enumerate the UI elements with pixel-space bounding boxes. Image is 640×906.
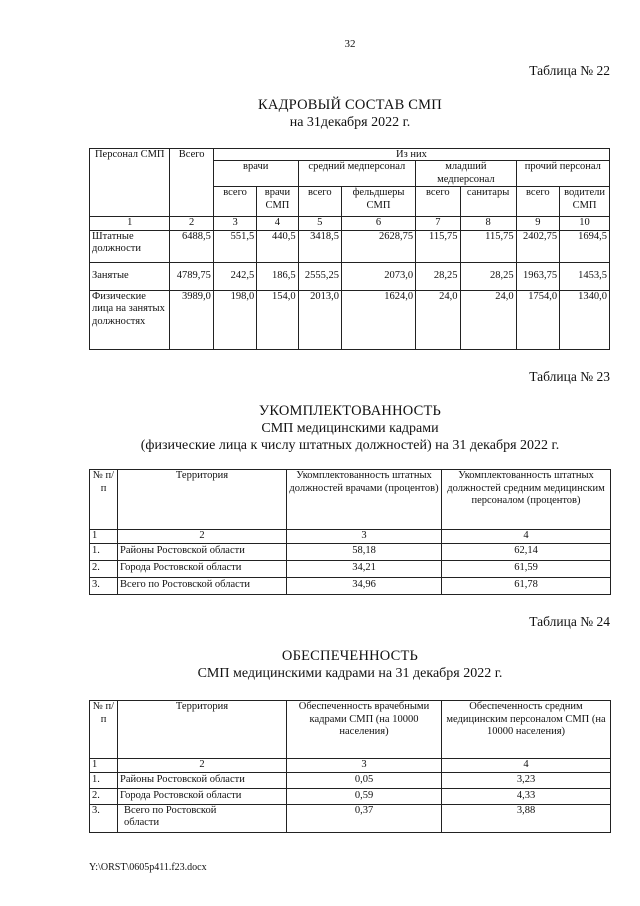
- table-22-title-line2: на 31декабря 2022 г.: [289, 115, 411, 130]
- cell-value: 62,14: [442, 543, 611, 560]
- header-doctors: врачи: [213, 161, 298, 187]
- territory-name: Районы Ростовской области: [118, 772, 287, 788]
- column-number: 3: [287, 530, 442, 544]
- cell-value: 2628,75: [341, 230, 415, 262]
- sub-header: врачи СМП: [257, 187, 298, 217]
- table-row: [90, 772, 611, 788]
- cell-value: 2073,0: [341, 262, 415, 290]
- sub-header: водители СМП: [560, 187, 610, 217]
- header-other-staff: прочий персонал: [516, 161, 609, 187]
- row-label: Физические лица на занятых должностях: [90, 290, 170, 349]
- cell-value: 3989,0: [170, 290, 213, 349]
- cell-value: 186,5: [257, 262, 298, 290]
- territory-name: Города Ростовской области: [118, 560, 287, 577]
- column-number: 8: [460, 217, 516, 231]
- column-number: 4: [442, 759, 611, 773]
- table-row: [90, 230, 610, 262]
- table-row: [90, 262, 610, 290]
- column-number: 7: [416, 217, 460, 231]
- sub-header: фельдшеры СМП: [341, 187, 415, 217]
- cell-value: 3,23: [442, 772, 611, 788]
- table-row: [90, 804, 611, 832]
- header-doctors-staffing: Укомплектованность штатных должностей врачами (процентов): [287, 470, 442, 530]
- table-row: [90, 560, 611, 577]
- column-number: 6: [341, 217, 415, 231]
- cell-value: 242,5: [213, 262, 256, 290]
- territory-name: Всего по Ростовской области: [118, 577, 287, 594]
- cell-value: 2402,75: [516, 230, 559, 262]
- cell-value: 34,96: [287, 577, 442, 594]
- table-row: [90, 543, 611, 560]
- cell-value: 24,0: [416, 290, 460, 349]
- sub-header: всего: [298, 187, 341, 217]
- table-23-title-line2: СМП медицинскими кадрами: [261, 421, 439, 436]
- header-mid-staffing: Укомплектованность штатных должностей средним медицинским персоналом (процентов): [442, 470, 611, 530]
- table-22-label: Таблица № 22: [529, 63, 610, 78]
- header-territory: Территория: [118, 701, 287, 759]
- cell-value: 1754,0: [516, 290, 559, 349]
- row-label: Штатные должности: [90, 230, 170, 262]
- table-23-title: [40, 403, 640, 454]
- cell-value: 61,78: [442, 577, 611, 594]
- row-label: Занятые: [90, 262, 170, 290]
- cell-value: 3418,5: [298, 230, 341, 262]
- sub-header: всего: [416, 187, 460, 217]
- table-row: [90, 788, 611, 804]
- row-number: 1.: [90, 772, 118, 788]
- page-number: 32: [344, 38, 356, 50]
- sub-header: всего: [516, 187, 559, 217]
- column-number: 1: [90, 759, 118, 773]
- cell-value: 1624,0: [341, 290, 415, 349]
- staff-composition-table: [89, 148, 610, 350]
- header-total: Всего: [170, 149, 213, 217]
- territory-name: Всего по Ростовской области: [118, 804, 287, 832]
- table-24-title: [40, 648, 640, 682]
- row-number: 2.: [90, 788, 118, 804]
- header-territory: Территория: [118, 470, 287, 530]
- cell-value: 24,0: [460, 290, 516, 349]
- row-number: 1.: [90, 543, 118, 560]
- row-number: 2.: [90, 560, 118, 577]
- cell-value: 61,59: [442, 560, 611, 577]
- cell-value: 4,33: [442, 788, 611, 804]
- cell-value: 1340,0: [560, 290, 610, 349]
- header-num: № п/п: [90, 470, 118, 530]
- column-number: 2: [118, 759, 287, 773]
- column-number: 3: [213, 217, 256, 231]
- cell-value: 2013,0: [298, 290, 341, 349]
- cell-value: 28,25: [416, 262, 460, 290]
- column-number: 1: [90, 217, 170, 231]
- cell-value: 1453,5: [560, 262, 610, 290]
- cell-value: 34,21: [287, 560, 442, 577]
- column-number-row: [90, 530, 611, 544]
- table-23-title-line1: УКОМПЛЕКТОВАННОСТЬ: [258, 403, 442, 419]
- column-number: 9: [516, 217, 559, 231]
- table-24-title-line2: СМП медицинскими кадрами на 31 декабря 2022 г.: [197, 666, 503, 681]
- header-mid-staff: средний медперсонал: [298, 161, 416, 187]
- column-number: 1: [90, 530, 118, 544]
- header-junior-staff: младший медперсонал: [416, 161, 517, 187]
- table-22-title-line1: КАДРОВЫЙ СОСТАВ СМП: [258, 97, 442, 113]
- sub-header: санитары: [460, 187, 516, 217]
- column-number: 10: [560, 217, 610, 231]
- cell-value: 4789,75: [170, 262, 213, 290]
- header-personnel: Персонал СМП: [90, 149, 170, 217]
- cell-value: 551,5: [213, 230, 256, 262]
- header-num: № п/п: [90, 701, 118, 759]
- column-number: 3: [287, 759, 442, 773]
- column-number: 4: [442, 530, 611, 544]
- cell-value: 154,0: [257, 290, 298, 349]
- cell-value: 1963,75: [516, 262, 559, 290]
- table-row: [90, 577, 611, 594]
- sub-header: всего: [213, 187, 256, 217]
- cell-value: 2555,25: [298, 262, 341, 290]
- table-23-label: Таблица № 23: [529, 369, 610, 384]
- column-number-row: [90, 217, 610, 231]
- table-24-label: Таблица № 24: [529, 614, 610, 629]
- column-number: 2: [170, 217, 213, 231]
- staffing-level-table: [89, 469, 611, 595]
- column-number-row: [90, 759, 611, 773]
- cell-value: 6488,5: [170, 230, 213, 262]
- cell-value: 3,88: [442, 804, 611, 832]
- cell-value: 198,0: [213, 290, 256, 349]
- cell-value: 28,25: [460, 262, 516, 290]
- provision-table: [89, 700, 611, 833]
- file-path-footer: Y:\ORST\0605p411.f23.docx: [89, 862, 207, 873]
- territory-name: Районы Ростовской области: [118, 543, 287, 560]
- cell-value: 1694,5: [560, 230, 610, 262]
- header-of-them: Из них: [213, 149, 609, 161]
- cell-value: 0,05: [287, 772, 442, 788]
- row-number: 3.: [90, 804, 118, 832]
- header-mid-provision: Обеспеченность средним медицинским персоналом СМП (на 10000 населения): [442, 701, 611, 759]
- cell-value: 58,18: [287, 543, 442, 560]
- header-doctors-provision: Обеспеченность врачебными кадрами СМП (на 10000 населения): [287, 701, 442, 759]
- cell-value: 440,5: [257, 230, 298, 262]
- cell-value: 0,59: [287, 788, 442, 804]
- row-number: 3.: [90, 577, 118, 594]
- cell-value: 115,75: [416, 230, 460, 262]
- cell-value: 115,75: [460, 230, 516, 262]
- column-number: 5: [298, 217, 341, 231]
- column-number: 4: [257, 217, 298, 231]
- table-row: [90, 290, 610, 349]
- cell-value: 0,37: [287, 804, 442, 832]
- territory-name: Города Ростовской области: [118, 788, 287, 804]
- table-22-title: [40, 97, 640, 131]
- table-23-title-line3: (физические лица к числу штатных должностей) на 31 декабря 2022 г.: [140, 438, 560, 453]
- table-24-title-line1: ОБЕСПЕЧЕННОСТЬ: [281, 648, 419, 664]
- column-number: 2: [118, 530, 287, 544]
